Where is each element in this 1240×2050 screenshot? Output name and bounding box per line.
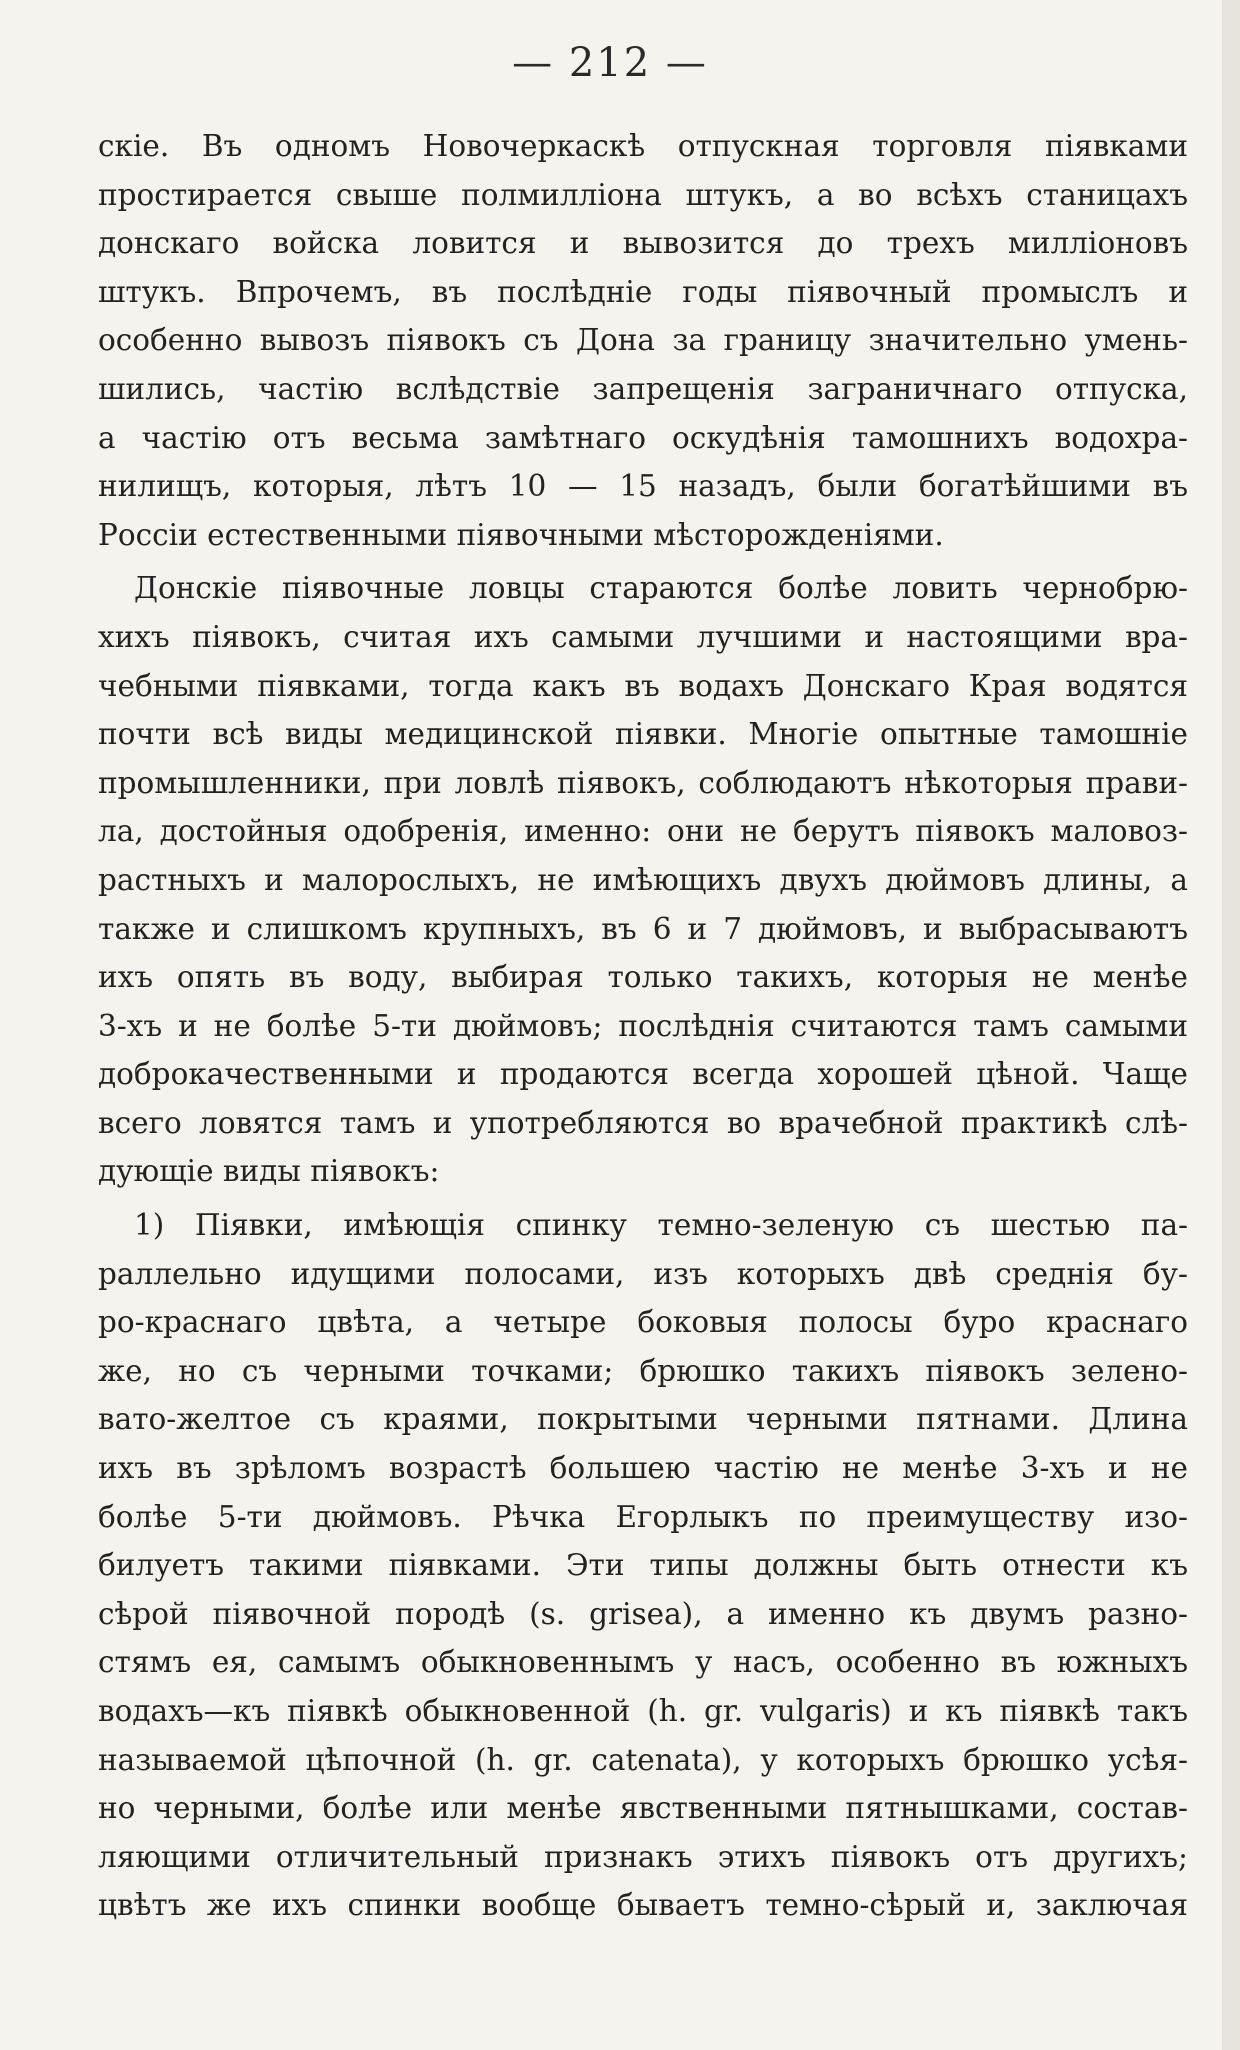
text-line: же, но съ черными точками; брюшко такихъ піявокъ зелено-: [98, 1353, 1188, 1388]
page-number: — 212 —: [512, 40, 708, 86]
text-line: болѣе 5-ти дюймовъ. Рѣчка Егорлыкъ по преимуществу изо-: [98, 1499, 1188, 1534]
text-line: шились, частію вслѣдствіе запрещенія заграничнаго отпуска,: [98, 371, 1188, 406]
text-line: скіе. Въ одномъ Новочеркаскѣ отпускная торговля піявками: [98, 129, 1188, 163]
body-text: [98, 122, 1188, 1930]
text-line: почти всѣ виды медицинской піявки. Многіе опытные тамошніе: [98, 717, 1188, 752]
text-line: ла, достойныя одобренія, именно: они не берутъ піявокъ маловоз-: [98, 814, 1188, 849]
text-line: водахъ—къ піявкѣ обыкновенной (h. gr. vulgaris) и къ піявкѣ такъ: [98, 1694, 1188, 1728]
text-line: растныхъ и малорослыхъ, не имѣющихъ двухъ дюймовъ длины, а: [98, 862, 1188, 897]
text-line: стямъ ея, самымъ обыкновеннымъ у насъ, особенно въ южныхъ: [98, 1645, 1188, 1680]
text-line: также и слишкомъ крупныхъ, въ 6 и 7 дюймовъ, и выбрасываютъ: [98, 911, 1188, 946]
text-line: 1) Піявки, имѣющія спинку темно-зеленую съ шестью па-: [134, 1208, 1188, 1243]
text-line: дующіе виды піявокъ:: [98, 1154, 440, 1189]
text-line: промышленники, при ловлѣ піявокъ, соблюдаютъ нѣкоторыя прави-: [98, 765, 1188, 800]
text-line: нилищъ, которыя, лѣтъ 10 — 15 назадъ, были богатѣйшими въ: [98, 469, 1188, 504]
text-line: сѣрой піявочной породѣ (s. grisea), а именно къ двумъ разно-: [98, 1596, 1188, 1631]
text-line: ихъ опять въ воду, выбирая только такихъ, которыя не менѣе: [98, 960, 1188, 995]
paragraph: [98, 564, 1188, 1196]
text-line: ляющими отличительный признакъ этихъ піявокъ отъ другихъ;: [98, 1839, 1188, 1874]
text-line: раллельно идущими полосами, изъ которыхъ двѣ среднія бу-: [98, 1256, 1188, 1291]
text-line: называемой цѣпочной (h. gr. catenata), у которыхъ брюшко усѣя-: [98, 1742, 1188, 1777]
text-line: цвѣтъ же ихъ спинки вообще бываетъ темно-сѣрый и, заключая: [98, 1888, 1188, 1923]
text-line: билуетъ такими піявками. Эти типы должны быть отнести къ: [98, 1548, 1188, 1583]
text-line: ро-краснаго цвѣта, а четыре боковыя полосы буро краснаго: [98, 1305, 1188, 1340]
text-line: простирается свыше полмилліона штукъ, а во всѣхъ станицахъ: [98, 177, 1188, 212]
text-line: ихъ въ зрѣломъ возрастѣ большею частію не менѣе 3-хъ и не: [98, 1451, 1188, 1486]
text-line: доброкачественными и продаются всегда хорошей цѣной. Чаще: [98, 1057, 1188, 1092]
text-line: хихъ піявокъ, считая ихъ самыми лучшими и настоящими вра-: [98, 619, 1188, 654]
paragraph: [98, 122, 1188, 559]
text-line: чебными піявками, тогда какъ въ водахъ Донскаго Края водятся: [98, 668, 1188, 703]
text-line: а частію отъ весьма замѣтнаго оскудѣнія тамошнихъ водохра-: [98, 420, 1188, 455]
text-line: особенно вывозъ піявокъ съ Дона за границу значительно умень-: [98, 323, 1188, 358]
text-line: Донскіе піявочные ловцы стараются болѣе ловить чернобрю-: [134, 571, 1188, 606]
text-line: донскаго войска ловится и вывозится до трехъ милліоновъ: [98, 226, 1188, 261]
text-line: 3-хъ и не болѣе 5-ти дюймовъ; послѣднія считаются тамъ самыми: [98, 1008, 1188, 1043]
text-line: всего ловятся тамъ и употребляются во врачебной практикѣ слѣ-: [98, 1105, 1188, 1140]
text-line: Россіи естественными піявочными мѣсторожденіями.: [98, 517, 944, 552]
text-line: вато-желтое съ краями, покрытыми черными пятнами. Длина: [98, 1402, 1188, 1437]
paragraph: [98, 1201, 1188, 1930]
text-line: штукъ. Впрочемъ, въ послѣдніе годы піявочный промыслъ и: [98, 274, 1188, 309]
text-line: но черными, болѣе или менѣе явственными пятнышками, состав-: [98, 1791, 1188, 1826]
